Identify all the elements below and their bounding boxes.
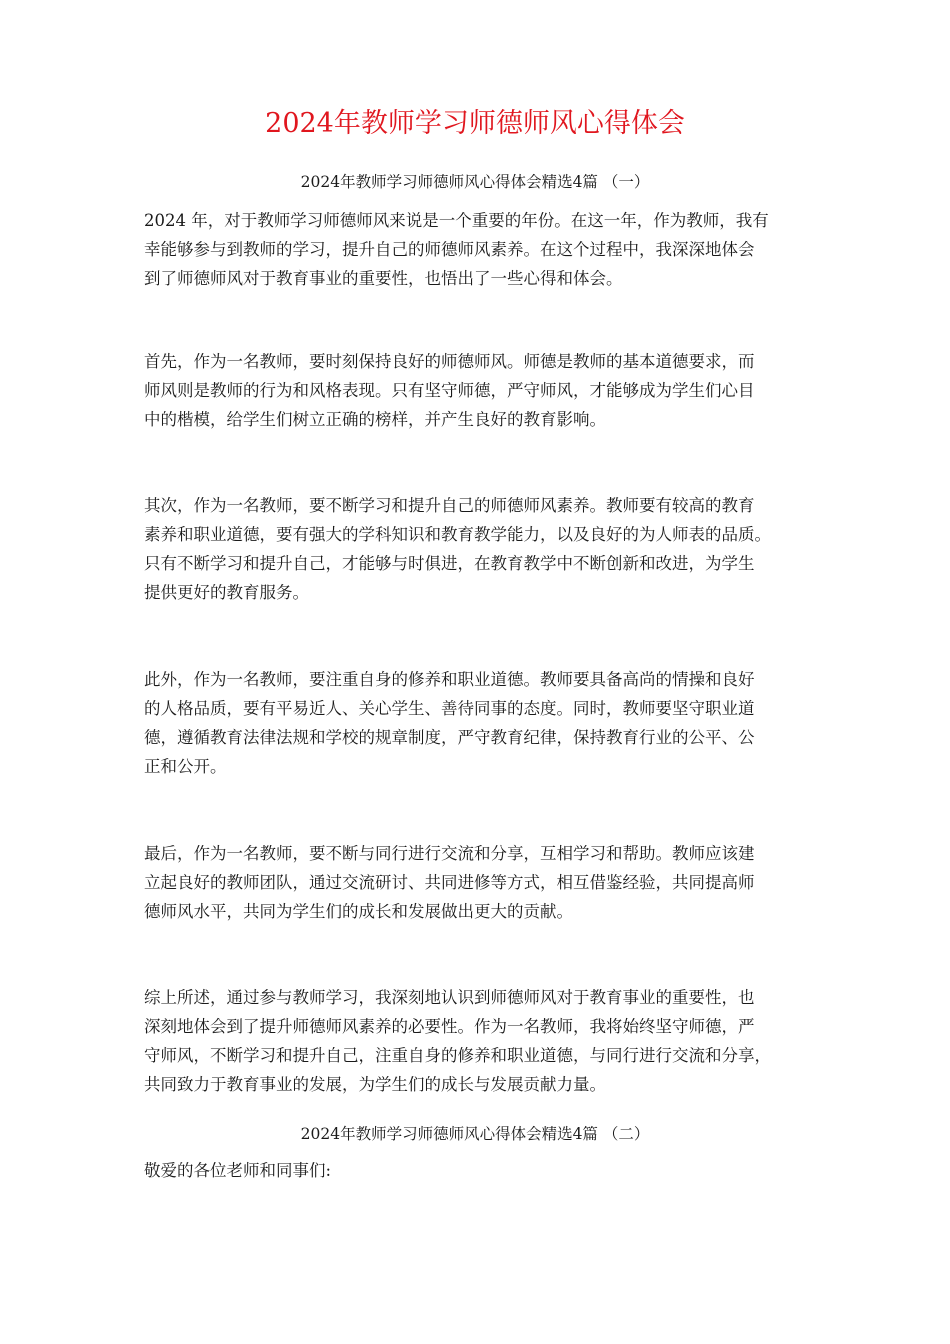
paragraph-fourth <box>144 839 834 926</box>
paragraph-line: 此外，作为一名教师，要注重自身的修养和职业道德。教师要具备高尚的情操和良好 <box>144 670 755 689</box>
paragraph-intro <box>144 206 834 293</box>
paragraph-line: 中的楷模，给学生们树立正确的榜样，并产生良好的教育影响。 <box>144 410 606 429</box>
paragraph-line: 立起良好的教师团队，通过交流研讨、共同进修等方式，相互借鉴经验，共同提高师 <box>144 873 755 892</box>
paragraph-line: 共同致力于教育事业的发展，为学生们的成长与发展贡献力量。 <box>144 1075 606 1094</box>
salutation-line: 敬爱的各位老师和同事们: <box>144 1161 332 1180</box>
paragraph-line: 提供更好的教育服务。 <box>144 583 309 602</box>
paragraph-conclusion <box>144 983 834 1099</box>
paragraph-line: 2024 年，对于教师学习师德师风来说是一个重要的年份。在这一年，作为教师，我有 <box>144 211 769 230</box>
paragraph-line: 最后，作为一名教师，要不断与同行进行交流和分享，互相学习和帮助。教师应该建 <box>144 844 755 863</box>
paragraph-line: 到了师德师风对于教育事业的重要性，也悟出了一些心得和体会。 <box>144 269 623 288</box>
paragraph-line: 首先，作为一名教师，要时刻保持良好的师德师风。师德是教师的基本道德要求，而 <box>144 352 755 371</box>
paragraph-line: 德师风水平，共同为学生们的成长和发展做出更大的贡献。 <box>144 902 573 921</box>
paragraph-second <box>144 491 834 607</box>
paragraph-line: 只有不断学习和提升自己，才能够与时俱进，在教育教学中不断创新和改进，为学生 <box>144 554 755 573</box>
paragraph-line: 深刻地体会到了提升师德师风素养的必要性。作为一名教师，我将始终坚守师德，严 <box>144 1017 755 1036</box>
paragraph-line: 师风则是教师的行为和风格表现。只有坚守师德，严守师风，才能够成为学生们心目 <box>144 381 755 400</box>
paragraph-line: 守师风，不断学习和提升自己，注重自身的修养和职业道德，与同行进行交流和分享， <box>144 1046 771 1065</box>
section-two-heading: 2024年教师学习师德师风心得体会精选4篇 （二） <box>300 1125 650 1143</box>
paragraph-line: 其次，作为一名教师，要不断学习和提升自己的师德师风素养。教师要有较高的教育 <box>144 496 755 515</box>
paragraph-line: 综上所述，通过参与教师学习，我深刻地认识到师德师风对于教育事业的重要性，也 <box>144 988 755 1007</box>
section-one-heading: 2024年教师学习师德师风心得体会精选4篇 （一） <box>300 173 650 191</box>
paragraph-line: 幸能够参与到教师的学习，提升自己的师德师风素养。在这个过程中，我深深地体会 <box>144 240 755 259</box>
paragraph-line: 正和公开。 <box>144 757 227 776</box>
paragraph-line: 素养和职业道德，要有强大的学科知识和教育教学能力，以及良好的为人师表的品质。 <box>144 525 771 544</box>
salutation <box>144 1156 834 1185</box>
paragraph-third <box>144 665 834 781</box>
paragraph-first <box>144 347 834 434</box>
document-title: 2024年教师学习师德师风心得体会 <box>265 108 685 139</box>
paragraph-line: 的人格品质，要有平易近人、关心学生、善待同事的态度。同时，教师要坚守职业道 <box>144 699 755 718</box>
paragraph-line: 德，遵循教育法律法规和学校的规章制度，严守教育纪律，保持教育行业的公平、公 <box>144 728 755 747</box>
